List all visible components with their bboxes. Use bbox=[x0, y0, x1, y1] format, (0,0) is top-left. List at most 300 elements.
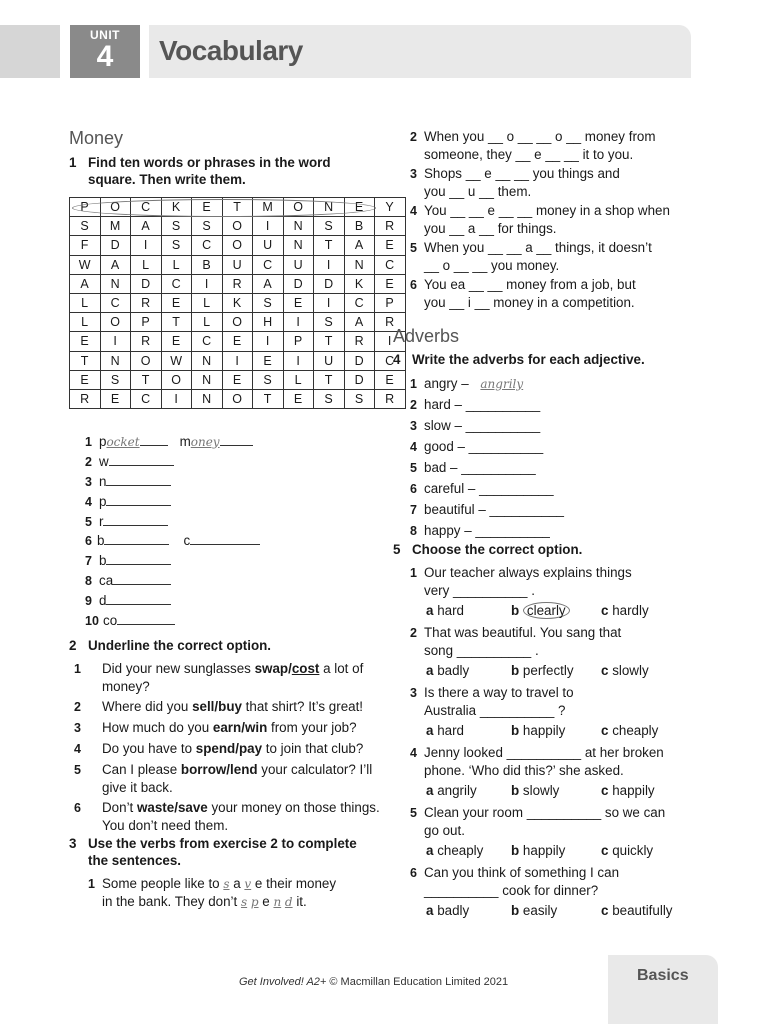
grid-cell: S bbox=[314, 389, 345, 408]
item-number: 5 bbox=[85, 515, 92, 529]
option-letter: a bbox=[426, 603, 434, 618]
item-number: 7 bbox=[410, 503, 417, 517]
grid-cell: N bbox=[283, 236, 314, 255]
word-answer-row bbox=[85, 473, 171, 491]
word-answer-row bbox=[85, 532, 260, 550]
option-word: perfectly bbox=[522, 663, 574, 678]
option-word: happily bbox=[612, 783, 655, 798]
exercise-2-item bbox=[74, 698, 380, 716]
grid-cell: L bbox=[131, 255, 162, 274]
word-prefix: b bbox=[97, 533, 105, 548]
option-c bbox=[601, 782, 655, 799]
word-prefix: w bbox=[99, 454, 109, 469]
sentence-text: your calculator? I’ll give it back. bbox=[102, 762, 373, 795]
word-square bbox=[69, 197, 406, 409]
grid-cell: R bbox=[222, 274, 253, 293]
sentence-text: Do you have to bbox=[102, 741, 196, 756]
word-prefix: r bbox=[99, 514, 104, 529]
choice-item bbox=[410, 804, 710, 859]
grid-cell: R bbox=[131, 332, 162, 351]
option-pair bbox=[181, 762, 258, 777]
grid-cell: T bbox=[314, 236, 345, 255]
answer-blank bbox=[106, 592, 171, 605]
adjective-text: beautiful – __________ bbox=[424, 502, 564, 517]
grid-cell: C bbox=[192, 236, 223, 255]
grid-cell: I bbox=[314, 293, 345, 312]
adjective-text: careful – __________ bbox=[424, 481, 554, 496]
exercise-3-item bbox=[410, 239, 710, 274]
answer-blank bbox=[106, 473, 171, 486]
question-text: Is there a way to travel to bbox=[424, 685, 574, 700]
item-number: 9 bbox=[85, 594, 92, 608]
option-a bbox=[426, 722, 464, 739]
sentence-text: Can I please bbox=[102, 762, 181, 777]
grid-cell: L bbox=[70, 293, 101, 312]
grid-cell: S bbox=[192, 217, 223, 236]
handwritten-letter: v bbox=[244, 877, 252, 891]
option-letter: b bbox=[511, 723, 520, 738]
question-text: very __________ . bbox=[424, 583, 535, 598]
option-word: spend bbox=[195, 741, 236, 756]
grid-cell: A bbox=[100, 255, 131, 274]
grid-cell: T bbox=[131, 370, 162, 389]
exercise-3-heading bbox=[69, 835, 379, 869]
sentence-text: you __ i __ money in a competition. bbox=[424, 295, 635, 310]
grid-cell: A bbox=[344, 313, 375, 332]
choice-item bbox=[410, 624, 710, 679]
sentence-text: When you __ o __ __ o __ money from bbox=[424, 129, 656, 144]
grid-cell: E bbox=[161, 293, 192, 312]
item-number: 5 bbox=[410, 806, 417, 820]
grid-cell: C bbox=[100, 293, 131, 312]
word-answer-row bbox=[85, 612, 175, 630]
adjective-text: good – __________ bbox=[424, 439, 544, 454]
option-a bbox=[426, 902, 469, 919]
sentence-text: someone, they __ e __ __ it to you. bbox=[424, 147, 634, 162]
grid-cell: S bbox=[161, 236, 192, 255]
question-text: Jenny looked __________ at her broken bbox=[424, 745, 664, 760]
item-number: 2 bbox=[85, 455, 92, 469]
grid-cell: B bbox=[344, 217, 375, 236]
sentence-text: e their money bbox=[251, 876, 337, 891]
option-pair bbox=[255, 661, 320, 676]
grid-cell: A bbox=[344, 236, 375, 255]
grid-cell: C bbox=[375, 255, 406, 274]
grid-cell: O bbox=[222, 217, 253, 236]
grid-cell: K bbox=[161, 198, 192, 217]
item-number: 3 bbox=[410, 419, 417, 433]
option-separator: / bbox=[241, 720, 245, 735]
page-title: Vocabulary bbox=[159, 35, 303, 66]
grid-cell: N bbox=[192, 389, 223, 408]
grid-cell: B bbox=[192, 255, 223, 274]
handwritten-answer: angrily bbox=[480, 377, 524, 391]
exercise-number: 3 bbox=[69, 836, 77, 851]
grid-row bbox=[70, 332, 406, 351]
word-prefix: p bbox=[99, 434, 107, 449]
grid-row bbox=[70, 217, 406, 236]
grid-cell: E bbox=[283, 389, 314, 408]
option-letter: b bbox=[511, 783, 520, 798]
grid-cell: I bbox=[100, 332, 131, 351]
option-word: borrow bbox=[180, 762, 227, 777]
option-c bbox=[601, 602, 649, 619]
item-number: 3 bbox=[410, 167, 417, 181]
grid-cell: H bbox=[253, 313, 284, 332]
option-word: pay bbox=[238, 741, 263, 756]
question-text: song __________ . bbox=[424, 643, 539, 658]
answer-blank bbox=[190, 532, 260, 545]
grid-cell: A bbox=[131, 217, 162, 236]
sentence-text: You ea __ __ money from a job, but bbox=[424, 277, 636, 292]
grid-cell: N bbox=[344, 255, 375, 274]
item-number: 1 bbox=[88, 877, 95, 891]
grid-cell: L bbox=[70, 313, 101, 332]
grid-row bbox=[70, 255, 406, 274]
answer-blank bbox=[140, 433, 168, 446]
handwritten-letter: s bbox=[240, 895, 248, 909]
grid-cell: N bbox=[283, 217, 314, 236]
grid-cell: M bbox=[253, 198, 284, 217]
grid-cell: C bbox=[344, 293, 375, 312]
choice-item bbox=[410, 684, 710, 739]
word-prefix: n bbox=[99, 474, 107, 489]
exercise-2-item bbox=[74, 799, 380, 834]
grid-cell: C bbox=[161, 274, 192, 293]
exercise-4-items bbox=[410, 375, 660, 543]
grid-cell: P bbox=[70, 198, 101, 217]
grid-cell: O bbox=[100, 198, 131, 217]
option-separator: / bbox=[174, 800, 178, 815]
grid-cell: S bbox=[253, 293, 284, 312]
handwritten-letter: s bbox=[223, 877, 230, 891]
grid-cell: T bbox=[222, 198, 253, 217]
handwritten-letter: p bbox=[250, 895, 259, 909]
handwritten-answer: oney bbox=[190, 435, 220, 449]
option-word: slowly bbox=[522, 783, 560, 798]
grid-cell: T bbox=[314, 370, 345, 389]
item-number: 1 bbox=[410, 566, 417, 580]
adverb-item bbox=[410, 522, 660, 540]
grid-row bbox=[70, 351, 406, 370]
grid-cell: O bbox=[222, 236, 253, 255]
grid-cell: C bbox=[131, 198, 162, 217]
sentence-text: that shirt? It’s great! bbox=[241, 699, 364, 714]
item-number: 4 bbox=[410, 746, 417, 760]
question-text: phone. ‘Who did this?’ she asked. bbox=[424, 763, 624, 778]
item-number: 6 bbox=[74, 801, 81, 815]
grid-cell: U bbox=[253, 236, 284, 255]
answer-blank bbox=[220, 433, 253, 446]
option-c bbox=[601, 722, 658, 739]
exercise-instruction: Choose the correct option. bbox=[412, 542, 583, 557]
option-b bbox=[511, 602, 570, 619]
grid-cell: U bbox=[222, 255, 253, 274]
option-letter: c bbox=[601, 603, 609, 618]
grid-cell: S bbox=[314, 313, 345, 332]
sentence-text: it. bbox=[292, 894, 307, 909]
grid-cell: E bbox=[161, 332, 192, 351]
grid-cell: W bbox=[161, 351, 192, 370]
grid-cell: C bbox=[131, 389, 162, 408]
grid-cell: T bbox=[70, 351, 101, 370]
question-text: __________ cook for dinner? bbox=[424, 883, 599, 898]
unit-number: 4 bbox=[96, 40, 114, 73]
grid-cell: S bbox=[161, 217, 192, 236]
grid-cell: C bbox=[253, 255, 284, 274]
exercise-2-item bbox=[74, 740, 380, 758]
item-number: 3 bbox=[85, 475, 92, 489]
exercise-instruction: Find ten words or phrases in the word square. Then write them. bbox=[88, 155, 331, 187]
exercise-number: 5 bbox=[393, 542, 401, 557]
grid-cell: E bbox=[70, 332, 101, 351]
grid-cell: S bbox=[100, 370, 131, 389]
header-left-block bbox=[0, 25, 60, 78]
item-number: 4 bbox=[410, 204, 417, 218]
option-word: save bbox=[177, 800, 208, 815]
question-text: Can you think of something I can bbox=[424, 865, 620, 880]
grid-cell: E bbox=[192, 198, 223, 217]
grid-cell: L bbox=[192, 293, 223, 312]
sentence-text: a lot of money? bbox=[102, 661, 364, 694]
option-word: beautifully bbox=[612, 903, 673, 918]
word-answer-row bbox=[85, 552, 171, 570]
word-prefix: p bbox=[99, 494, 107, 509]
adjective-text: happy – __________ bbox=[424, 523, 550, 538]
sentence-text: to join that club? bbox=[262, 741, 364, 756]
exercise-5-heading bbox=[393, 541, 703, 558]
grid-cell: U bbox=[283, 255, 314, 274]
exercise-1-heading bbox=[69, 154, 369, 188]
item-number: 3 bbox=[74, 721, 81, 735]
grid-cell: E bbox=[344, 198, 375, 217]
grid-cell: D bbox=[344, 370, 375, 389]
sentence-text: Don’t bbox=[102, 800, 137, 815]
adverb-item bbox=[410, 480, 660, 498]
option-letter: c bbox=[601, 663, 609, 678]
item-number: 3 bbox=[410, 686, 417, 700]
grid-cell: N bbox=[100, 274, 131, 293]
option-letter: a bbox=[426, 723, 434, 738]
item-number: 6 bbox=[410, 278, 417, 292]
option-word: sell bbox=[192, 699, 215, 714]
grid-cell: D bbox=[131, 274, 162, 293]
word-answer-row bbox=[85, 493, 171, 511]
grid-cell: O bbox=[222, 313, 253, 332]
option-word: cheaply bbox=[612, 723, 659, 738]
sentence-text: When you __ __ a __ things, it doesn’t bbox=[424, 240, 652, 255]
sentence-text: Where did you bbox=[102, 699, 193, 714]
option-separator: / bbox=[226, 762, 231, 777]
exercise-instruction: Write the adverbs for each adjective. bbox=[412, 352, 645, 367]
exercise-3-item bbox=[410, 165, 710, 200]
footer-credit bbox=[239, 976, 508, 988]
grid-cell: R bbox=[131, 293, 162, 312]
grid-cell: N bbox=[192, 370, 223, 389]
word-answer-row bbox=[85, 513, 168, 531]
grid-cell: K bbox=[222, 293, 253, 312]
exercise-2-item bbox=[74, 719, 380, 737]
item-number: 2 bbox=[74, 700, 81, 714]
grid-cell: N bbox=[100, 351, 131, 370]
grid-cell: D bbox=[314, 274, 345, 293]
option-b bbox=[511, 662, 574, 679]
option-word: easily bbox=[522, 903, 558, 918]
exercise-2-item bbox=[74, 761, 380, 796]
title-bar bbox=[149, 25, 691, 78]
word-prefix: c bbox=[183, 533, 191, 548]
option-word: buy bbox=[218, 699, 242, 714]
item-number: 2 bbox=[410, 626, 417, 640]
item-number: 6 bbox=[410, 866, 417, 880]
word-answer-row bbox=[85, 453, 174, 471]
grid-cell: I bbox=[314, 255, 345, 274]
grid-cell: F bbox=[70, 236, 101, 255]
grid-cell: O bbox=[131, 351, 162, 370]
grid-cell: S bbox=[344, 389, 375, 408]
item-number: 5 bbox=[410, 241, 417, 255]
grid-cell: R bbox=[70, 389, 101, 408]
grid-cell: I bbox=[283, 351, 314, 370]
sentence-text: Shops __ e __ __ you things and bbox=[424, 166, 620, 181]
adjective-text: hard – __________ bbox=[424, 397, 541, 412]
exercise-number: 4 bbox=[393, 352, 401, 367]
option-letter: c bbox=[601, 903, 609, 918]
grid-cell: C bbox=[192, 332, 223, 351]
grid-cell: L bbox=[161, 255, 192, 274]
sentence-text: You __ __ e __ __ money in a shop when bbox=[424, 203, 670, 218]
copyright-text: © Macmillan Education Limited 2021 bbox=[326, 976, 509, 988]
option-pair bbox=[213, 720, 267, 735]
option-letter: a bbox=[426, 783, 434, 798]
exercise-5-items bbox=[410, 564, 710, 918]
item-number: 1 bbox=[85, 435, 92, 449]
adverb-item bbox=[410, 375, 660, 393]
grid-cell: E bbox=[375, 236, 406, 255]
choice-item bbox=[410, 744, 710, 799]
grid-cell: R bbox=[375, 313, 406, 332]
grid-cell: C bbox=[375, 351, 406, 370]
grid-cell: I bbox=[253, 332, 284, 351]
option-word: hard bbox=[437, 723, 464, 738]
sentence-text: from your job? bbox=[267, 720, 357, 735]
grid-row bbox=[70, 274, 406, 293]
adverb-item bbox=[410, 396, 660, 414]
option-pair bbox=[137, 800, 208, 815]
option-word: badly bbox=[437, 903, 470, 918]
option-word: happily bbox=[522, 723, 566, 738]
option-word: waste bbox=[136, 800, 175, 815]
item-number: 5 bbox=[74, 763, 81, 777]
option-b bbox=[511, 902, 557, 919]
grid-cell: L bbox=[192, 313, 223, 332]
option-separator: / bbox=[214, 699, 219, 714]
word-prefix: co bbox=[103, 613, 118, 628]
grid-row bbox=[70, 293, 406, 312]
option-letter: a bbox=[426, 843, 434, 858]
option-a bbox=[426, 782, 477, 799]
grid-cell: K bbox=[344, 274, 375, 293]
grid-cell: M bbox=[100, 217, 131, 236]
grid-cell: D bbox=[283, 274, 314, 293]
adverb-item bbox=[410, 459, 660, 477]
grid-cell: I bbox=[253, 217, 284, 236]
item-number: 6 bbox=[410, 482, 417, 496]
grid-cell: T bbox=[253, 389, 284, 408]
option-letter: b bbox=[511, 663, 520, 678]
exercise-3-item-1 bbox=[88, 875, 388, 911]
grid-row bbox=[70, 370, 406, 389]
option-separator: / bbox=[235, 741, 239, 756]
option-word: swap bbox=[254, 661, 289, 676]
option-word: angrily bbox=[437, 783, 477, 798]
answer-blank bbox=[109, 453, 174, 466]
question-text: Clean your room __________ so we can bbox=[424, 805, 666, 820]
sentence-text: your money on those things. You don’t need them. bbox=[102, 800, 380, 833]
word-answer-row bbox=[85, 572, 171, 590]
grid-row bbox=[70, 236, 406, 255]
grid-cell: I bbox=[222, 351, 253, 370]
footer-tab bbox=[608, 955, 718, 1024]
option-word: cheaply bbox=[437, 843, 484, 858]
option-c bbox=[601, 902, 673, 919]
unit-label: UNIT bbox=[90, 28, 120, 42]
grid-cell: S bbox=[70, 217, 101, 236]
grid-cell: R bbox=[375, 217, 406, 236]
answer-circle bbox=[72, 199, 376, 217]
grid-row bbox=[70, 389, 406, 408]
question-text: Australia __________ ? bbox=[424, 703, 566, 718]
item-number: 4 bbox=[410, 440, 417, 454]
exercise-number: 2 bbox=[69, 638, 77, 653]
grid-cell: D bbox=[344, 351, 375, 370]
grid-cell: E bbox=[375, 370, 406, 389]
option-pair bbox=[196, 741, 262, 756]
item-number: 5 bbox=[410, 461, 417, 475]
item-number: 2 bbox=[410, 398, 417, 412]
grid-cell: D bbox=[100, 236, 131, 255]
exercise-number: 1 bbox=[69, 155, 77, 170]
handwritten-letter: n bbox=[273, 895, 282, 909]
option-word: badly bbox=[437, 663, 470, 678]
grid-cell: E bbox=[70, 370, 101, 389]
handwritten-letter: d bbox=[284, 895, 293, 909]
answer-blank bbox=[113, 572, 171, 585]
exercise-3-items bbox=[410, 128, 710, 313]
adjective-text: bad – __________ bbox=[424, 460, 536, 475]
grid-cell: U bbox=[314, 351, 345, 370]
option-b bbox=[511, 842, 565, 859]
adverb-item bbox=[410, 417, 660, 435]
grid-cell: S bbox=[314, 217, 345, 236]
adverb-item bbox=[410, 438, 660, 456]
option-a bbox=[426, 662, 469, 679]
grid-cell: P bbox=[283, 332, 314, 351]
answer-blank bbox=[104, 532, 169, 545]
sentence-text: you __ u __ them. bbox=[424, 184, 532, 199]
section-title-adverbs: Adverbs bbox=[393, 326, 460, 346]
grid-row bbox=[70, 313, 406, 332]
exercise-2-heading bbox=[69, 637, 379, 654]
grid-cell: R bbox=[375, 389, 406, 408]
choice-item bbox=[410, 564, 710, 619]
question-text: go out. bbox=[424, 823, 465, 838]
item-number: 4 bbox=[74, 742, 81, 756]
option-c bbox=[601, 842, 653, 859]
exercise-instruction: Use the verbs from exercise 2 to complete the sentences. bbox=[88, 836, 357, 868]
footer-tab-label: Basics bbox=[637, 967, 689, 984]
item-number: 1 bbox=[410, 377, 417, 391]
